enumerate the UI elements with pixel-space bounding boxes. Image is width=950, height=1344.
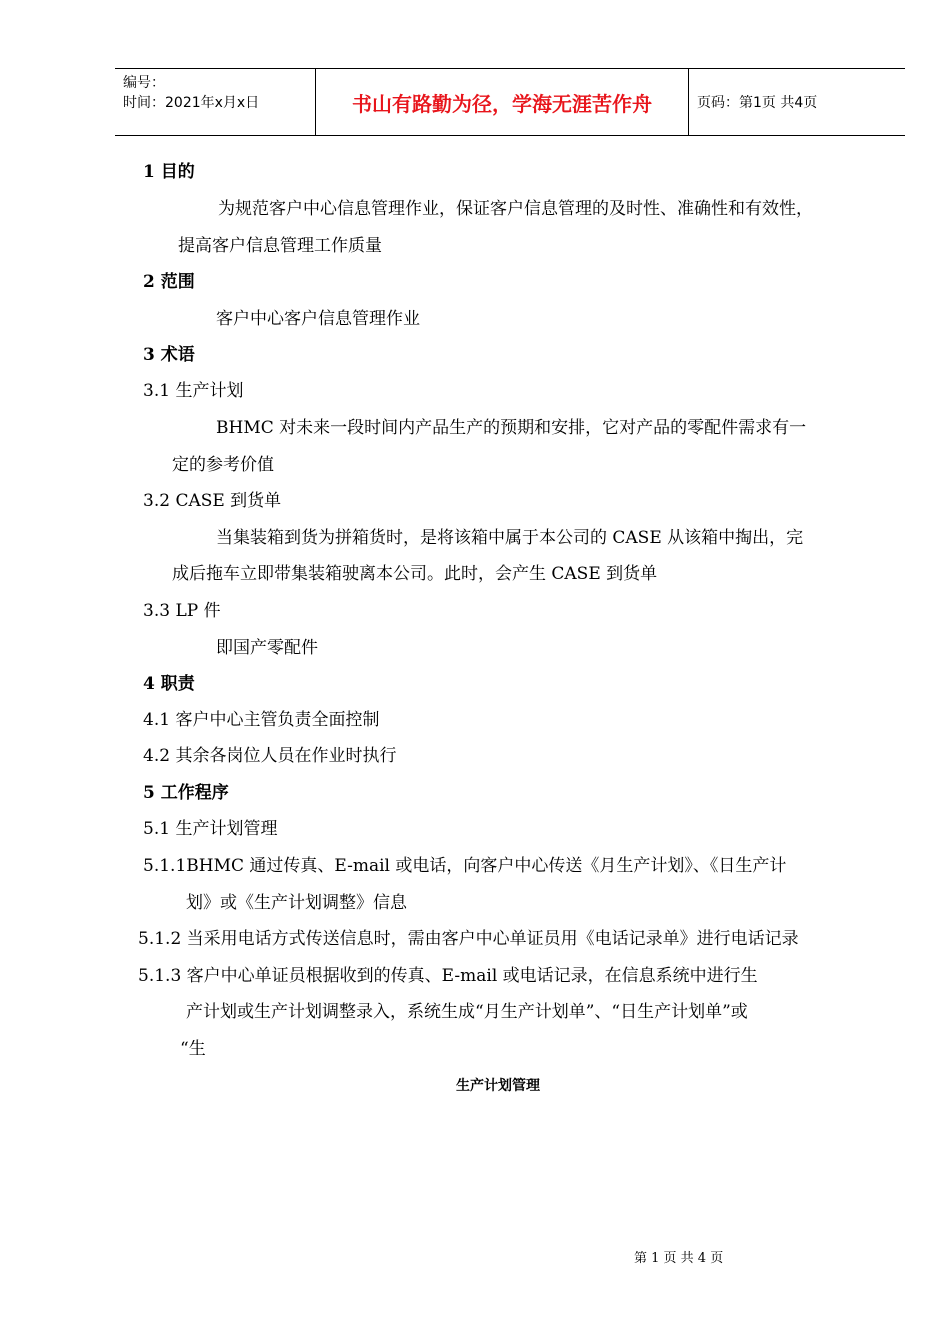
body-line: 4.2 其余各岗位人员在作业时执行 [143, 746, 397, 766]
subsection-heading: 3.1 生产计划 [143, 381, 244, 401]
subsection-heading: 3.3 LP 件 [143, 601, 221, 621]
subsection-heading: 3.2 CASE 到货单 [143, 491, 282, 511]
body-line: 4.1 客户中心主管负责全面控制 [143, 710, 380, 730]
body-line: 为规范客户中心信息管理作业，保证客户信息管理的及时性、准确性和有效性， [218, 199, 813, 219]
body-line: 成后拖车立即带集装箱驶离本公司。此时，会产生 CASE 到货单 [172, 564, 658, 584]
body-line: 5.1.2 当采用电话方式传送信息时，需由客户中心单证员用《电话记录单》进行电话记录 [138, 929, 799, 949]
section-heading-procedure: 5 工作程序 [143, 783, 229, 803]
subsection-heading: 5.1 生产计划管理 [143, 819, 278, 839]
document-time-label: 时间：2021年x月x日 [123, 95, 260, 111]
section-heading-scope: 2 范围 [143, 272, 195, 292]
section-heading-duties: 4 职责 [143, 674, 195, 694]
body-line: “生 [180, 1039, 206, 1059]
body-line: 即国产零配件 [216, 638, 318, 658]
body-line: 提高客户信息管理工作质量 [178, 236, 382, 256]
body-line: 5.1.1BHMC 通过传真、E-mail 或电话，向客户中心传送《月生产计划》、《日生产计 [143, 856, 787, 876]
body-line: 客户中心客户信息管理作业 [216, 309, 420, 329]
body-line: 定的参考价值 [172, 455, 274, 475]
page-footer: 第 1 页 共 4 页 [634, 1251, 724, 1266]
header-page-info: 页码：第1页 共4页 [697, 95, 818, 111]
body-line: 产计划或生产计划调整录入，系统生成“月生产计划单”、“日生产计划单”或 [186, 1002, 748, 1022]
section-heading-terms: 3 术语 [143, 345, 195, 365]
body-line: 划》或《生产计划调整》信息 [186, 893, 407, 913]
document-number-label: 编号： [123, 75, 165, 91]
figure-caption: 生产计划管理 [456, 1078, 540, 1094]
body-line: 当集装箱到货为拼箱货时，是将该箱中属于本公司的 CASE 从该箱中掏出，完 [216, 528, 804, 548]
body-line: BHMC 对未来一段时间内产品生产的预期和安排，它对产品的零配件需求有一 [216, 418, 807, 438]
header-motto: 书山有路勤为径，学海无涯苦作舟 [316, 69, 689, 135]
document-header [115, 68, 905, 136]
body-line: 5.1.3 客户中心单证员根据收到的传真、E-mail 或电话记录，在信息系统中进行生 [138, 966, 758, 986]
header-meta [115, 69, 316, 135]
section-heading-purpose: 1 目的 [143, 162, 195, 182]
